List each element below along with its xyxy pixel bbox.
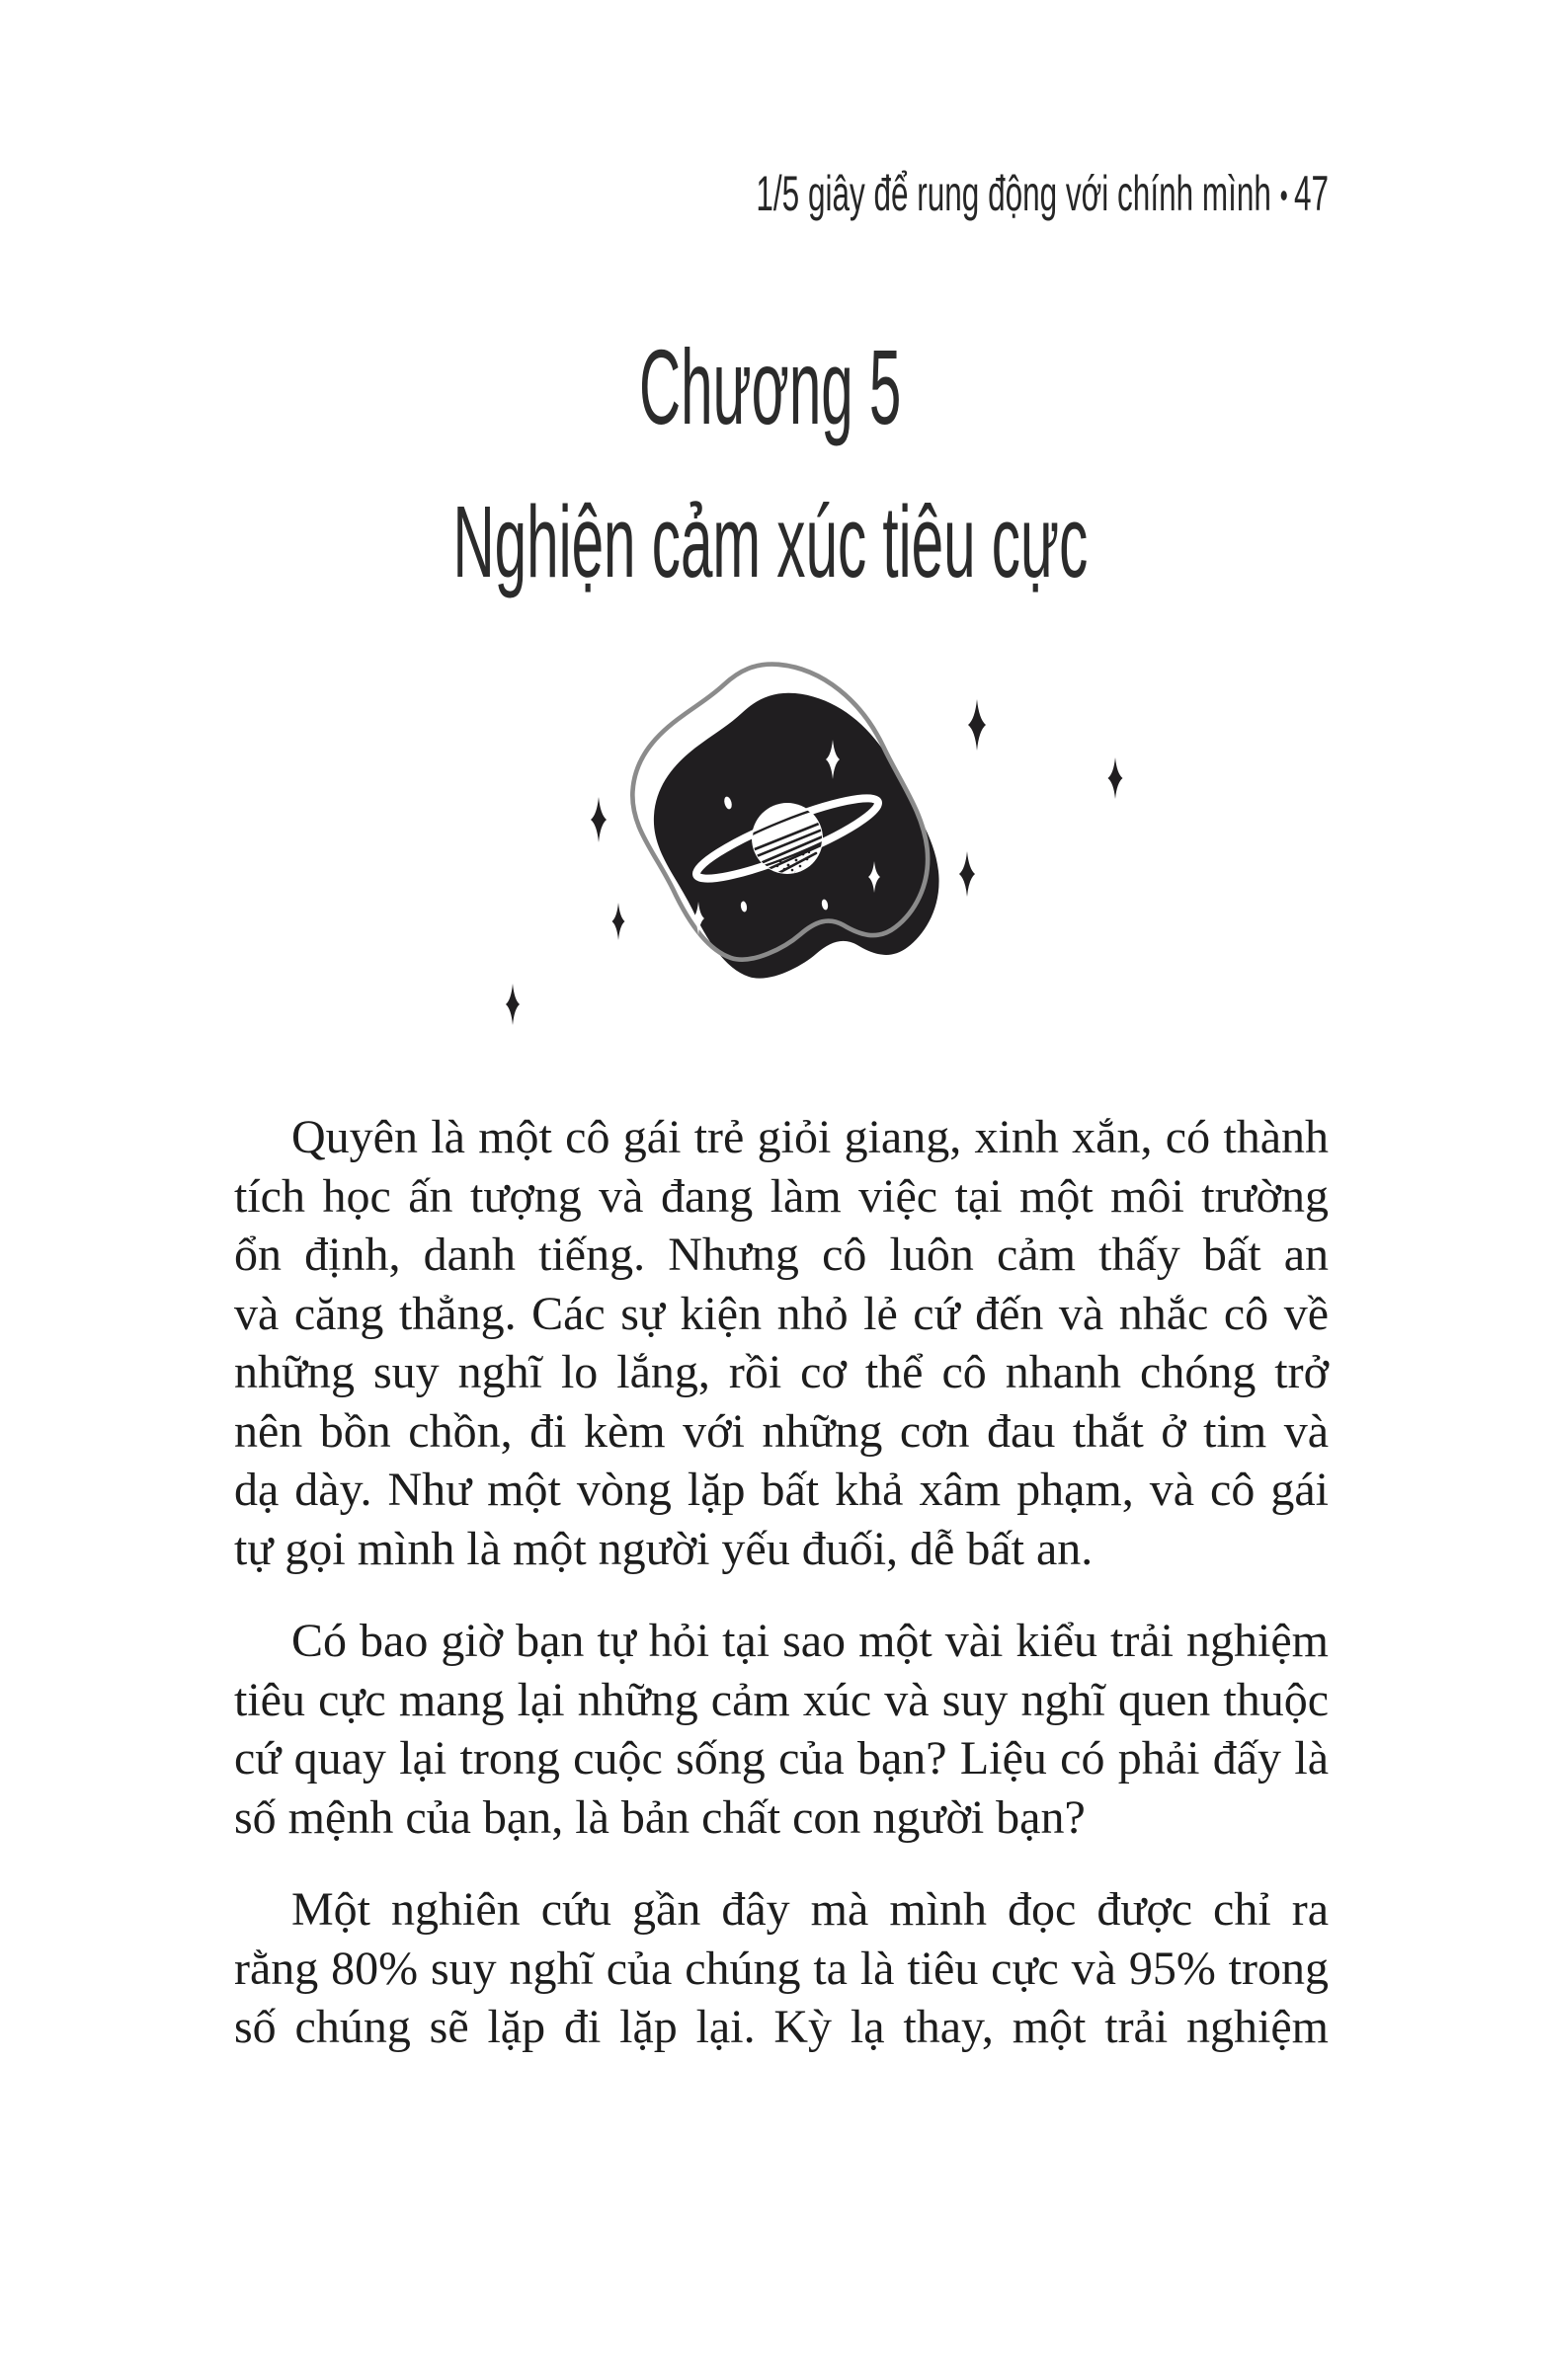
running-header-title: 1/5 giây để rung động với chính mình (756, 166, 1271, 221)
chapter-label: Chương 5 (639, 327, 902, 446)
sparkle-star-icon (968, 699, 986, 751)
bullet-separator-icon: • (1279, 175, 1288, 216)
body-text-line: số mệnh của bạn, là bản chất con người bạn? (234, 1790, 1086, 1844)
body-text-line: nên bồn chồn, đi kèm với những cơn đau thắt ở tim và (234, 1404, 1329, 1458)
body-text (234, 1108, 1329, 2057)
body-text-line: Có bao giờ bạn tự hỏi tại sao một vài kiểu trải nghiệm (291, 1615, 1329, 1667)
space-blob-illustration (415, 612, 1185, 1086)
paragraph (234, 1880, 1329, 2057)
body-text-line: tự gọi mình là một người yếu đuối, dễ bất an. (234, 1522, 1094, 1575)
body-text-line: dạ dày. Như một vòng lặp bất khả xâm phạm, và cô gái (234, 1464, 1329, 1516)
body-text-line: cứ quay lại trong cuộc sống của bạn? Liệu có phải đấy là (234, 1732, 1329, 1785)
body-text-line: Một nghiên cứu gần đây mà mình đọc được chỉ ra (291, 1883, 1329, 1936)
body-text-line: tích học ấn tượng và đang làm việc tại một môi trường (234, 1169, 1329, 1223)
chapter-title: Nghiện cảm xúc tiêu cực (452, 485, 1089, 598)
body-text-line: tiêu cực mang lại những cảm xúc và suy nghĩ quen thuộc (234, 1673, 1329, 1726)
body-text-line: rằng 80% suy nghĩ của chúng ta là tiêu cực và 95% trong (234, 1942, 1329, 1995)
body-text-line: những suy nghĩ lo lắng, rồi cơ thể cô nhanh chóng trở (234, 1346, 1329, 1398)
sparkle-star-icon (506, 984, 520, 1025)
sparkle-star-icon (959, 851, 975, 897)
sparkle-star-icon (591, 797, 607, 842)
body-text-line: và căng thẳng. Các sự kiện nhỏ lẻ cứ đến và nhắc cô về (234, 1287, 1329, 1340)
sparkle-star-icon (1108, 757, 1123, 799)
sparkle-star-icon (612, 903, 625, 940)
saturn-planet (752, 803, 823, 874)
paragraph (234, 1612, 1329, 1847)
body-text-line: số chúng sẽ lặp đi lặp lại. Kỳ lạ thay, một trải nghiệm (234, 2001, 1329, 2053)
paragraph (234, 1108, 1329, 1578)
running-header (234, 168, 1329, 221)
body-text-line: Quyên là một cô gái trẻ giỏi giang, xinh xắn, có thành (291, 1111, 1329, 1163)
page-number: 47 (1293, 166, 1329, 221)
body-text-line: ổn định, danh tiếng. Nhưng cô luôn cảm thấy bất an (234, 1229, 1329, 1281)
